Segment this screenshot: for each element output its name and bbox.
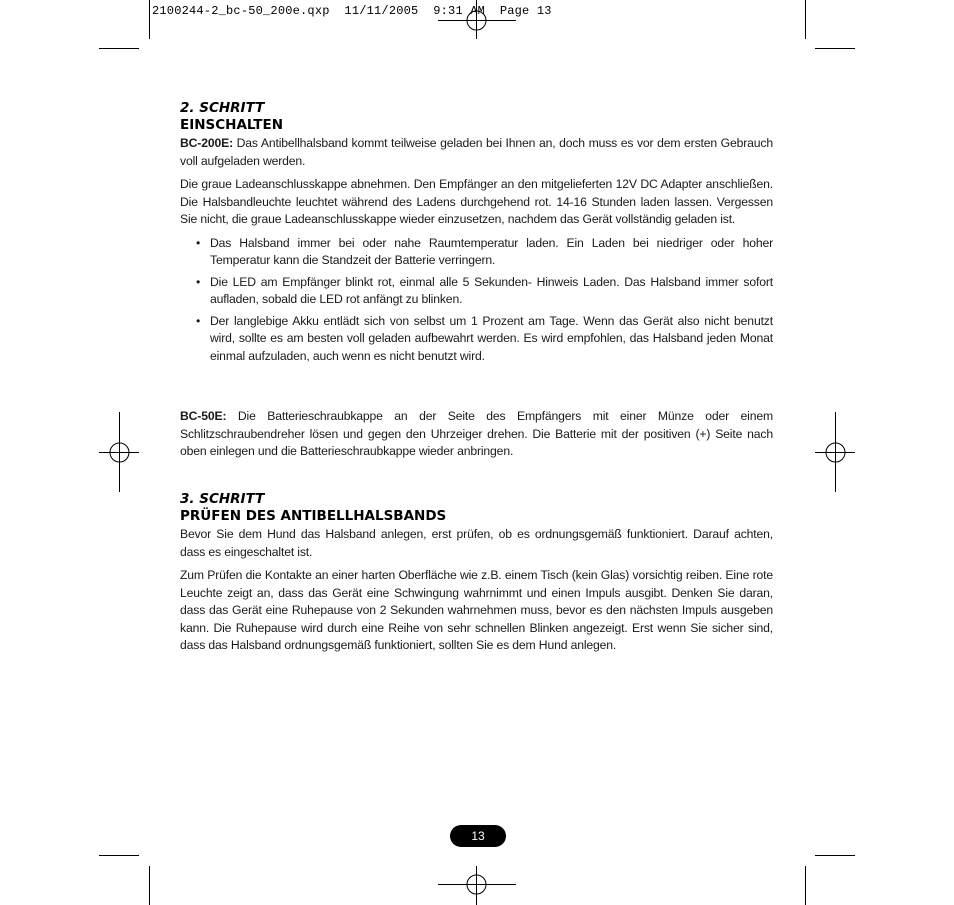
registration-mark-bottom [438,866,516,905]
bc200e-intro-text: Das Antibellhalsband kommt teilweise geladen bei Ihnen an, doch muss es vor dem ersten Gebrauch voll aufgeladen werden. [180,136,773,168]
step-2-title: EINSCHALTEN [180,117,284,133]
list-item-text: Die LED am Empfänger blinkt rot, einmal alle 5 Sekunden- Hinweis Laden. Das Halsband immer sofort aufladen, sobald die LED rot anfängt zu blinken. [210,274,773,306]
list-item-text: Der langlebige Akku entlädt sich von selbst um 1 Prozent am Tage. Wenn das Gerät also nicht benutzt wird, sollte es am besten voll geladen aufbewahrt werden. Es wird empfohlen, das Halsband jeden Monat einmal aufzuladen, auch wenn es nicht benutzt wird. [210,313,773,363]
bc200e-intro [180,135,773,170]
print-slug: 2100244-2_bc-50_200e.qxp 11/11/2005 9:31 AM Page 13 [152,4,552,18]
bc50e-paragraph [180,408,773,461]
registration-mark-right [815,412,855,492]
bc50e-prefix: BC-50E: [180,409,227,423]
list-item-text: Das Halsband immer bei oder nahe Raumtemperatur laden. Ein Laden bei niedriger oder hoher Temperatur kann die Standzeit der Batterie verringern. [210,235,773,267]
test-procedure-paragraph: Zum Prüfen die Kontakte an einer harten Oberfläche wie z.B. einem Tisch (kein Glas) vorsichtig reiben. Eine rote Leuchte zeigt an, dass das Gerät eine Schwingung wahrnimmt und einen Impuls ausgibt. Denken Sie daran, dass das Gerät eine Ruhepause von 2 Sekunden wahrnehmen muss, bevor es den nächsten Impuls ausgeben kann. Die Ruhepause wird durch eine Reihe von sehr schnellen Blinken angezeigt. Erst wenn Sie sicher sind, dass das Halsband ordnungsgemäß funktioniert, sollten Sie es dem Hund anlegen. [180,568,773,652]
page-number-badge: 13 [450,825,506,847]
bullet-icon: • [196,313,201,328]
step-3-section [180,491,773,661]
bc200e-prefix: BC-200E: [180,136,233,150]
bullet-icon: • [196,235,201,250]
step-3-label: 3. SCHRITT [180,491,265,507]
bullet-icon: • [196,274,201,289]
step-3-title: PRÜFEN DES ANTIBELLHALSBANDS [180,508,447,524]
list-item [180,313,773,366]
bc50e-section [180,408,773,467]
list-item [180,235,773,270]
bc50e-text: Die Batterieschraubkappe an der Seite des Empfängers mit einer Münze oder einem Schlitzschraubendreher lösen und gegen den Uhrzeiger drehen. Die Batterie mit der positiven (+) Seite nach oben einlegen und die Batterieschraubkappe wieder anbringen. [180,409,773,458]
list-item [180,274,773,309]
step-2-label: 2. SCHRITT [180,100,265,116]
test-intro-paragraph: Bevor Sie dem Hund das Halsband anlegen, erst prüfen, ob es ordnungsgemäß funktioniert. Darauf achten, dass es eingeschaltet ist. [180,527,773,559]
registration-mark-left [99,412,139,492]
step-2-section [180,100,773,369]
charging-tips-list [180,235,773,366]
charging-paragraph: Die graue Ladeanschlusskappe abnehmen. Den Empfänger an den mitgelieferten 12V DC Adapter anschließen. Die Halsbandleuchte leuchtet während des Ladens durchgehend rot. 14-16 Stunden laden lassen. Vergessen Sie nicht, die graue Ladeanschlusskappe wieder einzusetzen, nachdem das Gerät vollständig geladen ist. [180,177,773,226]
